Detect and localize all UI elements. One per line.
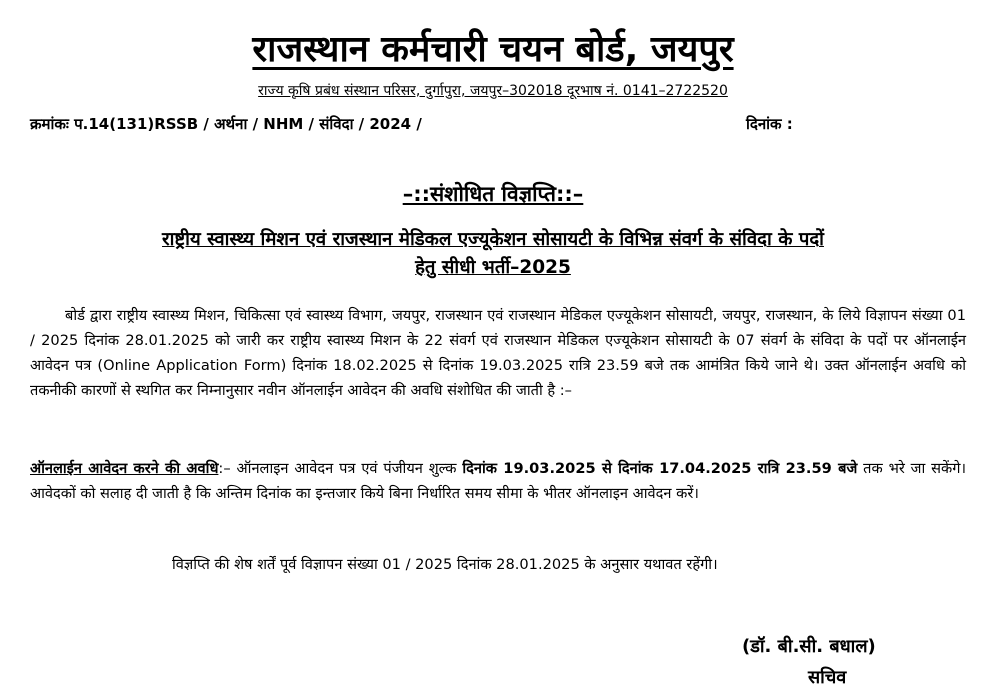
date-label: दिनांक : [746,115,793,133]
body-paragraph-2 [30,456,966,506]
address-text: राज्य कृषि प्रबंध संस्थान परिसर, दुर्गापुरा, जयपुर–302018 दूरभाष नं. 0141–2722520 [258,83,728,99]
notice-title [0,180,986,208]
board-name: राजस्थान कर्मचारी चयन बोर्ड, जयपुर [252,29,734,70]
reference-number: क्रमांकः प.14(131)RSSB / अर्थना / NHM / संविदा / 2024 / [30,115,422,133]
document-title [0,28,986,72]
notice-subject [40,226,946,282]
signatory-name: (डॉ. बी.सी. बधाल) [742,636,876,657]
body-paragraph-3: विज्ञप्ति की शेष शर्तें पूर्व विज्ञापन संख्या 01 / 2025 दिनांक 28.01.2025 के अनुसार यथावत रहेंगी। [172,556,718,573]
subject-line-1: राष्ट्रीय स्वास्थ्य मिशन एवं राजस्थान मेडिकल एज्यूकेशन सोसायटी के विभिन्न संवर्ग के संविदा के पदों [162,229,824,250]
notice-title-text: –::संशोधित विज्ञप्ति::– [402,182,584,206]
subject-line-2: हेतु सीधी भर्ती–2025 [415,257,571,278]
application-dates: दिनांक 19.03.2025 से दिनांक 17.04.2025 रात्रि 23.59 बजे [462,460,858,477]
office-address [0,82,986,100]
signatory-designation: सचिव [808,667,847,688]
application-period-label: ऑनलाईन आवेदन करने की अवधि [30,460,219,477]
body-paragraph-1: बोर्ड द्वारा राष्ट्रीय स्वास्थ्य मिशन, चिकित्सा एवं स्वास्थ्य विभाग, जयपुर, राजस्थान एवं राजस्थान मेडिकल एज्यूकेशन सोसायटी, जयपुर, राजस्थान, के लिये विज्ञापन संख्या 01 / 2025 दिनांक 28.01.2025 को जारी कर राष्ट्रीय स्वास्थ्य मिशन के 22 संवर्ग एवं राजस्थान मेडिकल एज्यूकेशन सोसायटी के 07 संवर्ग के संविदा के पदों पर ऑनलाईन आवेदन पत्र (Online Application Form) दिनांक 18.02.2025 से दिनांक 19.03.2025 रात्रि 23.59 बजे तक आमंत्रित किये जाने थे। उक्त ऑनलाईन अवधि को तकनीकी कारणों से स्थगित कर निम्नानुसार नवीन ऑनलाईन आवेदन की अवधि संशोधित की जाती है :– [30,307,966,399]
paragraph-2-rest: तक भरे जा सकेंगे। आवेदकों को सलाह दी जाती है कि अन्तिम दिनांक का इन्तजार किये बिना निर्धारित समय सीमा के भीतर ऑनलाइन आवेदन करें। [30,460,966,502]
paragraph-2-intro: :– ऑनलाइन आवेदन पत्र एवं पंजीयन शुल्क [218,460,463,477]
